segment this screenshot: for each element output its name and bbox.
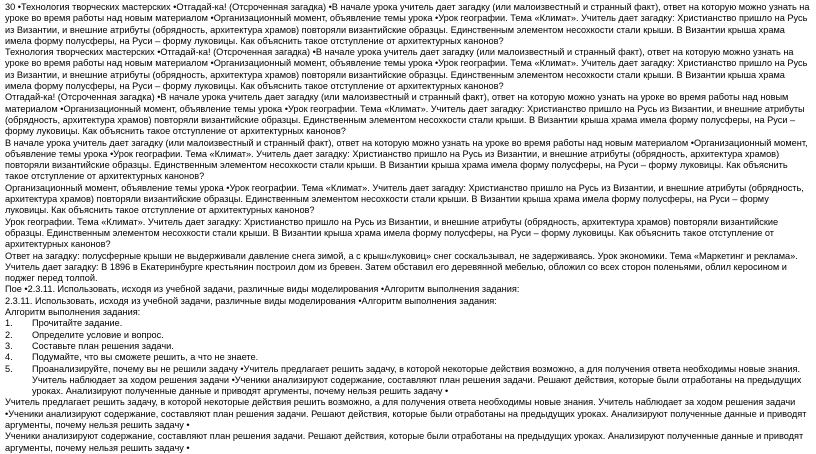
- step-number: 2.: [5, 329, 13, 340]
- list-item: [5, 318, 811, 329]
- step-text: Составьте план решения задачи.: [32, 340, 174, 351]
- paragraph: Отгадай-ка! (Отсроченная загадка) •В начале урока учитель дает загадку (или малоизвестный и странный факт), ответ на которую можно узнать на уроке во время работы над новым материалом •Организационный момент, объявление темы урока •Урок географии. Тема «Климат». Учитель дает загадку: Христианство пришло на Русь из Византии, и внешние атрибуты (обрядность, архитектура храмов) повторяли византийские образцы. Единственным элементом несохкости стали крыши. В Византии крыша храма имела форму полусферы, на Руси – форму луковицы. Как объяснить такое отступление от архитектурных канонов?: [5, 92, 805, 137]
- paragraph: Ученики анализируют содержание, составляют план решения задачи. Решают действия, которые были отработаны на предыдущих уроках. Анализируют полученные данные и приводят аргументы, почему нельзя решить задачу •: [5, 431, 804, 453]
- paragraph: Урок географии. Тема «Климат». Учитель дает загадку: Христианство пришло на Русь из Византии, и внешние атрибуты (обрядность, архитектура храмов) повторяли византийские образцы. Единственным элементом несохкости стали крыши. В Византии крыша храма имела форму полусферы, на Руси – форму луковицы. Как объяснить такое отступление от архитектурных канонов?: [5, 216, 779, 250]
- paragraph: Пое •2.3.11. Использовать, исходя из учебной задачи, различные виды моделирования •Алгоритм выполнения задания:: [5, 284, 520, 295]
- step-text: Проанализируйте, почему вы не решили задачу •Учитель предлагает решить задачу, в которой некоторые действия возможно, а для получения ответа необходимы новые знания. Учитель наблюдает за ходом решения задачи •Ученики анализируют содержание, составляют план решения задачи. Решают действия, которые были отработаны на предыдущих уроках. Анализируют полученные данные и приводят аргументы, почему нельзя решить задачу •: [32, 363, 802, 397]
- paragraph: 2.3.11. Использовать, исходя из учебной задачи, различные виды моделирования •Алгоритм выполнения задания:: [5, 295, 497, 306]
- list-item: [5, 341, 811, 352]
- list-item: [5, 364, 811, 398]
- step-text: Прочитайте задание.: [32, 318, 123, 329]
- step-number: 1.: [5, 318, 13, 329]
- paragraph: Учитель предлагает решить задачу, в которой некоторые действия решить возможно, а для получения ответа необходимы новые знания. Учитель наблюдает за ходом решения задачи •Ученики анализируют содержание, составляют план решения задачи. Решают действия, которые были отработаны на предыдущих уроках. Анализируют полученные данные и приводят аргументы, почему нельзя решить задачу •: [5, 397, 807, 430]
- paragraph: Технология творческих мастерских •Отгадай-ка! (Отсроченная загадка) •В начале урока учитель дает загадку (или малоизвестный и странный факт), ответ на которую можно узнать на уроке во время работы над новым материалом •Организационный момент, объявление темы урока •Урок географии. Тема «Климат». Учитель дает загадку: Христианство пришло на Русь из Византии, и внешние атрибуты (обрядность, архитектура храмов) повторяли византийские образцы. Единственным элементом несохкости стали крыши. В Византии крыша храма имела форму полусферы, на Руси – форму луковицы. Как объяснить такое отступление от архитектурных канонов?: [5, 47, 808, 92]
- list-item: [5, 352, 811, 363]
- list-item: [5, 330, 811, 341]
- paragraph: В начале урока учитель дает загадку (или малоизвестный и странный факт), ответ на которую можно узнать на уроке во время работы над новым материалом •Организационный момент, объявление темы урока •Урок географии. Тема «Климат». Учитель дает загадку: Христианство пришло на Русь из Византии, и внешние атрибуты (обрядность, архитектура храмов) повторяли византийские образцы. Единственным элементом несохкости стали крыши. В Византии крыша храма имела форму полусферы, на Руси – форму луковицы. Как объяснить такое отступление от архитектурных канонов?: [5, 137, 808, 182]
- paragraph: Учитель дает загадку: В 1896 в Екатеринбурге крестьянин построил дом из бревен. Затем обставил его деревянной мебелью, обложил со всех сторон поленьями, облил керосином и поджег перед толпой.: [5, 261, 787, 284]
- algorithm-heading: Алгоритм выполнения задания:: [5, 307, 141, 318]
- step-number: 3.: [5, 340, 13, 351]
- step-text: Определите условие и вопрос.: [32, 329, 164, 340]
- paragraph: 30 •Технология творческих мастерских •Отгадай-ка! (Отсроченная загадка) •В начале урока учитель дает загадку (или малоизвестный и странный факт), ответ на которую можно узнать на уроке во время работы над новым материалом •Организационный момент, объявление темы урока •Урок географии. Тема «Климат». Учитель дает загадку: Христианство пришло на Русь из Византии, и внешние атрибуты (обрядность, архитектура храмов) повторяли византийские образцы. Единственным элементом несохкости стали крыши. В Византии крыша храма имела форму полусферы, на Руси – форму луковицы. Как объяснить такое отступление от архитектурных канонов?: [5, 2, 810, 46]
- paragraph: Ответ на загадку: полусферные крыши не выдерживали давление снега зимой, а с крыш«луковиц» снег соскальзывал, не задерживаясь. Урок экономики. Тема «Маркетинг и реклама».: [5, 250, 798, 261]
- step-text: Подумайте, что вы сможете решить, а что не знаете.: [32, 352, 259, 363]
- steps-list: [5, 318, 811, 397]
- step-number: 4.: [5, 352, 13, 363]
- step-number: 5.: [5, 363, 13, 374]
- paragraph: Организационный момент, объявление темы урока •Урок географии. Тема «Климат». Учитель дает загадку: Христианство пришло на Русь из Византии, и внешние атрибуты (обрядность, архитектура храмов) повторяли византийские образцы. Единственным элементом несохкости стали крыши. В Византии крыша храма имела форму полусферы, на Руси – форму луковицы. Как объяснить такое отступление от архитектурных канонов?: [5, 182, 804, 216]
